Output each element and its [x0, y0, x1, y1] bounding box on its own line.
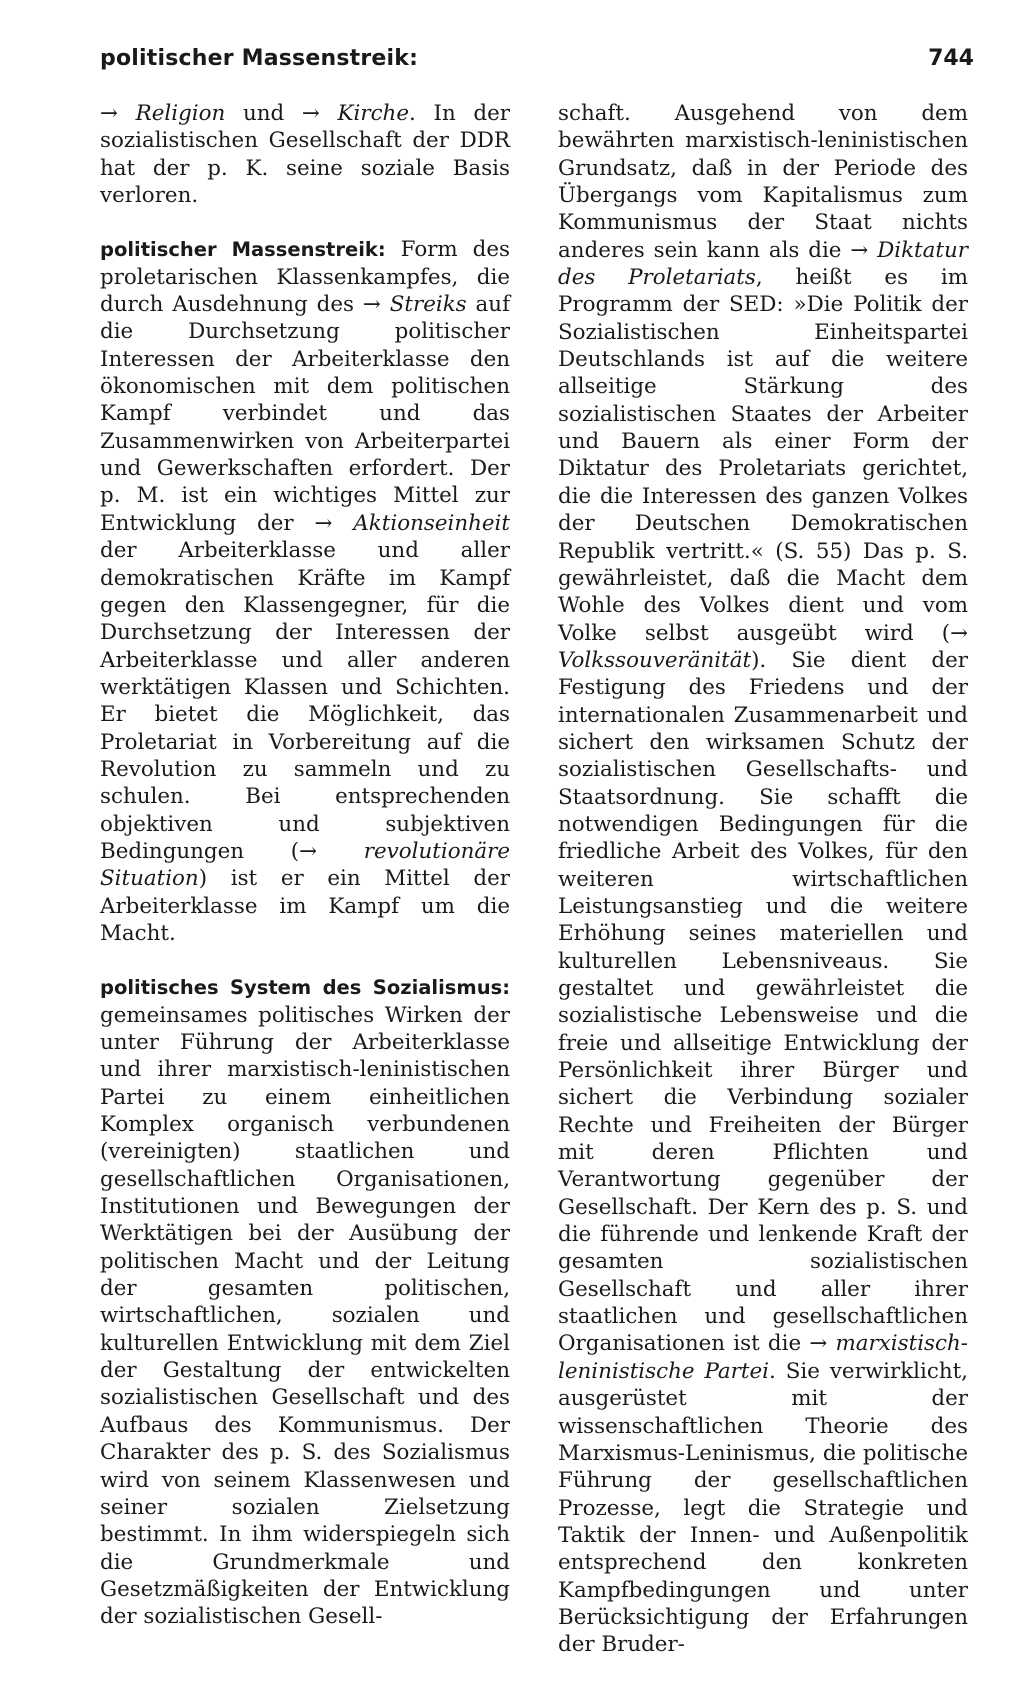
entry-continuation-religion: [100, 100, 510, 209]
right-column: [558, 100, 968, 1659]
body-text: schaft. Ausgehend von dem bewährten marxistisch-leninistischen Grundsatz, daß in der Periode des Übergangs vom Kapitalismus zum Kommunismus der Staat nichts anderes sein kann als die: [558, 101, 968, 263]
cross-reference-arrow: →: [362, 292, 390, 318]
running-head: politischer Massenstreik:: [100, 46, 419, 71]
cross-reference-streiks[interactable]: Streiks: [389, 292, 467, 318]
cross-reference-arrow: →: [314, 510, 354, 536]
body-text: . In der sozialistischen Gesellschaft der DDR hat der p. K. seine soziale Basis verloren.: [100, 101, 510, 209]
entry-headword: politisches System des Sozialismus:: [100, 976, 510, 1000]
cross-reference-arrow: →: [950, 620, 968, 646]
cross-reference-arrow: →: [850, 237, 878, 263]
body-text: , heißt es im Programm der SED: »Die Politik der Sozialistischen Einheitspartei Deutschlands ist auf die weitere allseitige Stärkung des sozialistischen Staates der Arbeiter und Bauern als einer Form der Diktatur des Proletariats gerichtet, die die Interessen des ganzen Volkes der Deutschen Demokratischen Republik vertritt.« (S. 55) Das p. S. gewährleistet, daß die Macht dem Wohle des Volkes dient und vom Volke selbst ausgeübt wird (: [558, 265, 968, 646]
entry-headword: politischer Massenstreik:: [100, 238, 386, 262]
entry-politisches-system-des-sozialismus: [100, 974, 510, 1630]
cross-reference-diktatur-des-proletariats[interactable]: Diktatur des Proletariats: [558, 237, 968, 291]
entry-continuation-politisches-system: [558, 100, 968, 1659]
body-text: ) ist er ein Mittel der Arbeiterklasse im Kampf um die Macht.: [100, 866, 510, 946]
cross-reference-arrow: →: [301, 101, 338, 126]
cross-reference-volkssouveraenitaet[interactable]: Volkssouveränität: [558, 647, 752, 673]
cross-reference-religion[interactable]: Religion: [135, 101, 226, 126]
cross-reference-marxistisch-leninistische-partei[interactable]: marxistisch-leninistische Partei: [558, 1331, 968, 1384]
cross-reference-revolutionaere-situation[interactable]: revolutionäre Situation: [100, 838, 510, 892]
cross-reference-arrow: →: [809, 1331, 836, 1357]
cross-reference-arrow: →: [100, 101, 136, 126]
entry-politischer-massenstreik: [100, 236, 510, 947]
cross-reference-arrow: →: [299, 838, 364, 864]
left-column: [100, 100, 510, 1631]
cross-reference-aktionseinheit[interactable]: Aktionseinheit: [353, 510, 510, 536]
body-text: und: [225, 101, 302, 126]
body-text: der Arbeiterklasse und aller demokratischen Kräfte im Kampf gegen den Klassengegner, für die Durchsetzung der Interessen der Arbeiterklasse und aller anderen werktätigen Klassen und Schichten. Er bietet die Möglichkeit, das Proletariat in Vorbereitung auf die Revolution zu sammeln und zu schulen. Bei entsprechenden objektiven und subjektiven Bedingungen (: [100, 538, 510, 864]
body-text: . Sie verwirklicht, ausgerüstet mit der wissenschaftlichen Theorie des Marxismus-Leninismus, die politische Führung der gesellschaftlichen Prozesse, legt die Strategie und Taktik der Innen- und Außenpolitik entsprechend den konkreten Kampfbedingungen und unter Berücksichtigung der Erfahrungen der Bruder-: [558, 1358, 968, 1658]
body-text: ). Sie dient der Festigung des Friedens und der internationalen Zusammenarbeit und sichert den wirksamen Schutz der sozialistischen Gesellschafts- und Staatsordnung. Sie schafft die notwendigen Bedingungen für die friedliche Arbeit des Volkes, für den weiteren wirtschaftlichen Leistungsanstieg und die weitere Erhöhung seines materiellen und kulturellen Lebensniveaus. Sie gestaltet und gewährleistet die sozialistische Lebensweise und die freie und allseitige Entwicklung der Persönlichkeit ihrer Bürger und sichert die Verbindung sozialer Rechte und Freiheiten der Bürger mit deren Pflichten und Verantwortung gegenüber der Gesellschaft. Der Kern des p. S. und die führende und lenkende Kraft der gesamten sozialistischen Gesellschaft und aller ihrer staatlichen und gesellschaftlichen Organisationen ist die: [558, 647, 968, 1357]
body-text: auf die Durchsetzung politischer Interessen der Arbeiterklasse den ökonomischen mit dem politischen Kampf verbindet und das Zusammenwirken von Arbeiterpartei und Gewerkschaften erfordert. Der p. M. ist ein wichtiges Mittel zur Entwicklung der: [100, 292, 510, 536]
cross-reference-kirche[interactable]: Kirche: [337, 101, 409, 126]
body-text: Form des proletarischen Klassenkampfes, die durch Ausdehnung des: [100, 237, 510, 318]
body-text: gemeinsames politisches Wirken der unter Führung der Arbeiterklasse und ihrer marxistisch-leninistischen Partei zu einem einheitlichen Komplex organisch verbundenen (vereinigten) staatlichen und gesellschaftlichen Organisationen, Institutionen und Bewegungen der Werktätigen bei der Ausübung der politischen Macht und der Leitung der gesamten politischen, wirtschaftlichen, sozialen und kulturellen Entwicklung mit dem Ziel der Gestaltung der entwickelten sozialistischen Gesellschaft und des Aufbaus des Kommunismus. Der Charakter des p. S. des Sozialismus wird von seinem Klassenwesen und seiner sozialen Zielsetzung bestimmt. In ihm widerspiegeln sich die Grundmerkmale und Gesetzmäßigkeiten der Entwicklung der sozialistischen Gesell-: [100, 1002, 510, 1630]
page-number: 744: [928, 46, 974, 71]
